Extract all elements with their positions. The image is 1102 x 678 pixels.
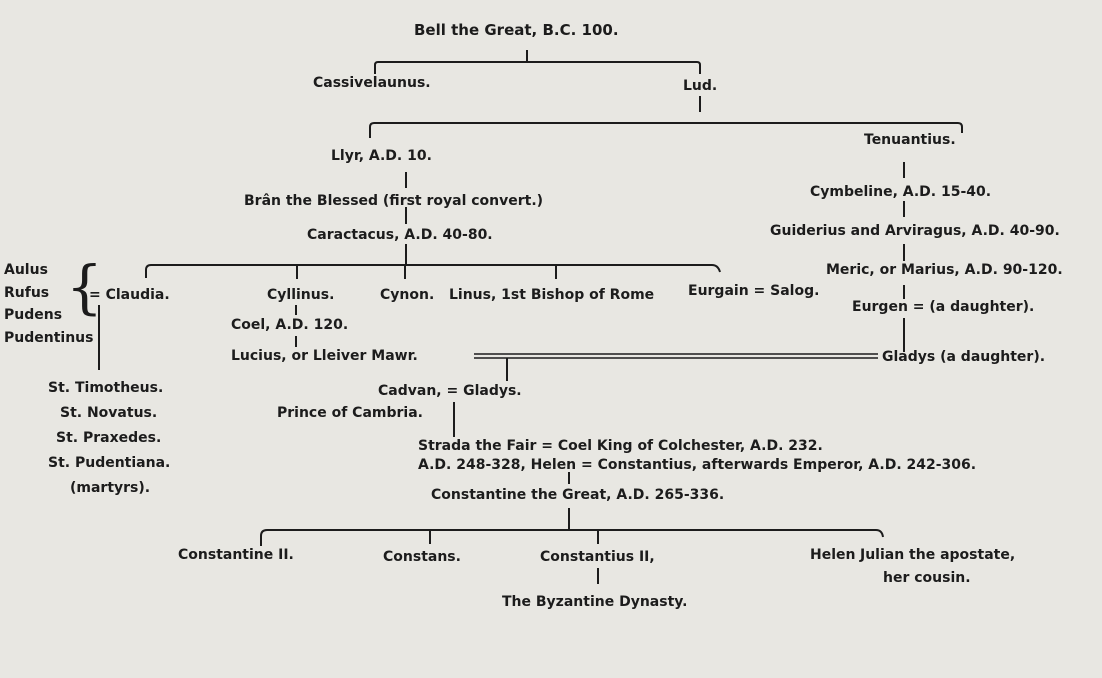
bracket-caractacus: [146, 265, 720, 278]
saint-novatus: St. Novatus.: [60, 405, 158, 421]
prince-of-cambria: Prince of Cambria.: [277, 405, 423, 421]
helen-constantius: A.D. 248-328, Helen = Constantius, afterwards Emperor, A.D. 242-306.: [418, 457, 977, 473]
bracket-constantine: [261, 530, 883, 546]
cadvan: Cadvan, = Gladys.: [378, 383, 522, 399]
cassivelaunus: Cassivelaunus.: [313, 75, 431, 91]
constans: Constans.: [383, 549, 461, 565]
bell-the-great: Bell the Great, B.C. 100.: [414, 21, 619, 39]
helen-daughter: Helen: [810, 547, 856, 563]
husband-aulus: Aulus: [4, 262, 48, 278]
husband-pudens: Pudens: [4, 307, 63, 323]
coel: Coel, A.D. 120.: [231, 317, 349, 333]
saint-praxedes: St. Praxedes.: [56, 430, 162, 446]
strada-the-fair: Strada the Fair = Coel King of Colchester, A.D. 232.: [418, 438, 823, 454]
lucius: Lucius, or Lleiver Mawr.: [231, 348, 418, 364]
saint-pudentiana: St. Pudentiana.: [48, 455, 171, 471]
cynon: Cynon.: [380, 287, 435, 303]
saint-timotheus: St. Timotheus.: [48, 380, 164, 396]
constantine-the-great: Constantine the Great, A.D. 265-336.: [431, 487, 725, 503]
tenuantius: Tenuantius.: [864, 132, 956, 148]
eurgain: Eurgain = Salog.: [688, 283, 820, 299]
husband-pudentinus: Pudentinus: [4, 330, 94, 346]
linus: Linus, 1st Bishop of Rome: [449, 287, 655, 303]
bracket-bell: [375, 62, 700, 74]
caractacus: Caractacus, A.D. 40-80.: [307, 227, 493, 243]
meric: Meric, or Marius, A.D. 90-120.: [826, 262, 1063, 278]
julian-the-apostate: Julian the apostate,: [860, 547, 1016, 563]
her-cousin: her cousin.: [883, 570, 971, 586]
guiderius-and-arviragus: Guiderius and Arviragus, A.D. 40-90.: [770, 223, 1060, 239]
llyr: Llyr, A.D. 10.: [331, 148, 432, 164]
constantius-ii: Constantius II,: [540, 549, 655, 565]
lud: Lud.: [683, 78, 718, 94]
martyrs: (martyrs).: [70, 480, 151, 496]
gladys-daughter: Gladys (a daughter).: [882, 349, 1046, 365]
eurgen: Eurgen = (a daughter).: [852, 299, 1035, 315]
claudia: = Claudia.: [89, 287, 170, 303]
cyllinus: Cyllinus.: [267, 287, 335, 303]
byzantine-dynasty: The Byzantine Dynasty.: [502, 594, 688, 610]
left-brace-icon: {: [66, 253, 103, 321]
constantine-ii: Constantine II.: [178, 547, 294, 563]
cymbeline: Cymbeline, A.D. 15-40.: [810, 184, 992, 200]
husband-rufus: Rufus: [4, 285, 50, 301]
bran-the-blessed: Brân the Blessed (first royal convert.): [244, 193, 544, 209]
